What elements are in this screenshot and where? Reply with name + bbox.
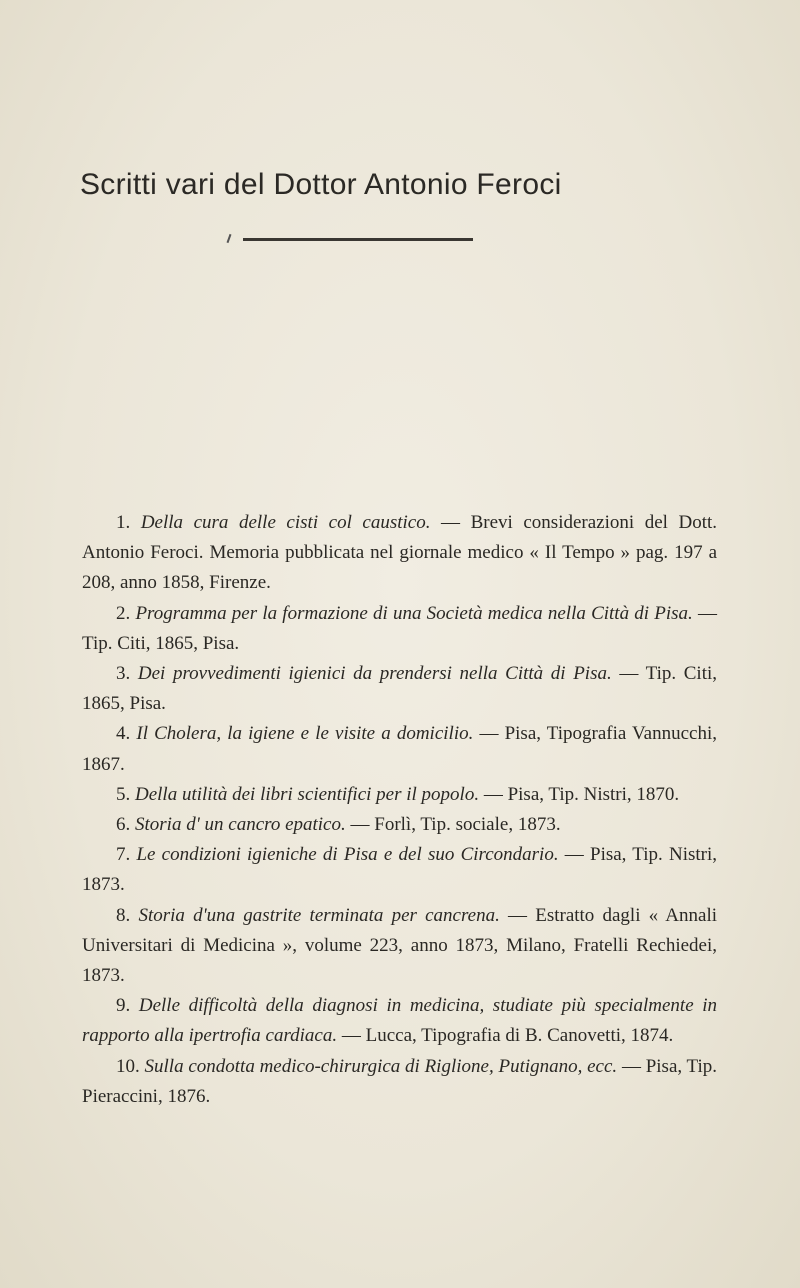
page-title: Scritti vari del Dottor Antonio Feroci <box>80 168 562 201</box>
entry-number: 10. <box>116 1055 140 1077</box>
entry-title: Dei provvedimenti igienici da prendersi nella Città di Pisa. <box>137 663 612 685</box>
entry-details: — Pisa, Tip. Nistri, 1873. <box>82 844 718 896</box>
entry-title: Storia d'una gastrite terminata per cancrena. <box>138 904 500 926</box>
entry-title: Il Cholera, la igiene e le visite a domicilio. <box>136 723 474 745</box>
list-item <box>82 719 717 779</box>
entry-details: — Forlì, Tip. sociale, 1873. <box>345 814 561 836</box>
bibliography-list <box>82 508 717 1112</box>
list-item <box>82 1052 717 1112</box>
list-item <box>82 780 717 810</box>
entry-number: 3. <box>116 663 131 685</box>
entry-title: Della utilità dei libri scientifici per il popolo. <box>135 783 480 805</box>
entry-number: 1. <box>116 512 131 533</box>
entry-title: Della cura delle cisti col caustico. <box>140 512 431 533</box>
list-item <box>82 810 717 840</box>
entry-number: 9. <box>116 995 131 1017</box>
entry-number: 4. <box>116 723 131 745</box>
entry-number: 6. <box>116 814 131 836</box>
entry-number: 2. <box>116 602 131 624</box>
list-item <box>82 901 717 992</box>
entry-title: Delle difficoltà della diagnosi in medicina, studiate più specialmente in rapporto alla ipertrofia cardiaca. <box>82 995 718 1047</box>
entry-details: — Estratto dagli « Annali Universitari di Medicina », volume 223, anno 1873, Milano, Fratelli Rechiedei, 1873. <box>82 904 717 987</box>
entry-number: 8. <box>116 904 131 926</box>
entry-details: — Pisa, Tip. Nistri, 1870. <box>479 783 680 805</box>
ink-mark <box>227 234 232 243</box>
entry-title: Programma per la formazione di una Società medica nella Città di Pisa. <box>135 602 693 624</box>
entry-title: Sulla condotta medico-chirurgica di Riglione, Putignano, ecc. <box>144 1055 618 1077</box>
list-item <box>82 991 717 1051</box>
entry-number: 5. <box>116 783 131 805</box>
entry-title: Le condizioni igieniche di Pisa e del suo Circondario. <box>136 844 559 866</box>
list-item <box>82 508 717 599</box>
entry-details: — Tip. Citi, 1865, Pisa. <box>82 602 717 654</box>
list-item <box>82 659 717 719</box>
entry-number: 7. <box>116 844 131 866</box>
entry-details: — Pisa, Tipografia Vannucchi, 1867. <box>82 723 717 775</box>
title-rule <box>243 238 473 241</box>
entry-details: — Lucca, Tipografia di B. Canovetti, 1874. <box>337 1025 674 1047</box>
list-item <box>82 840 717 900</box>
list-item <box>82 599 717 659</box>
entry-details: — Brevi considerazioni del Dott. Antonio Feroci. Memoria pubblicata nel giornale medico « Il Tempo » pag. 197 a 208, anno 1858, Firenze. <box>82 512 718 594</box>
entry-details: — Tip. Citi, 1865, Pisa. <box>82 663 718 715</box>
entry-details: — Pisa, Tip. Pieraccini, 1876. <box>82 1055 718 1107</box>
entry-title: Storia d' un cancro epatico. <box>135 814 346 836</box>
